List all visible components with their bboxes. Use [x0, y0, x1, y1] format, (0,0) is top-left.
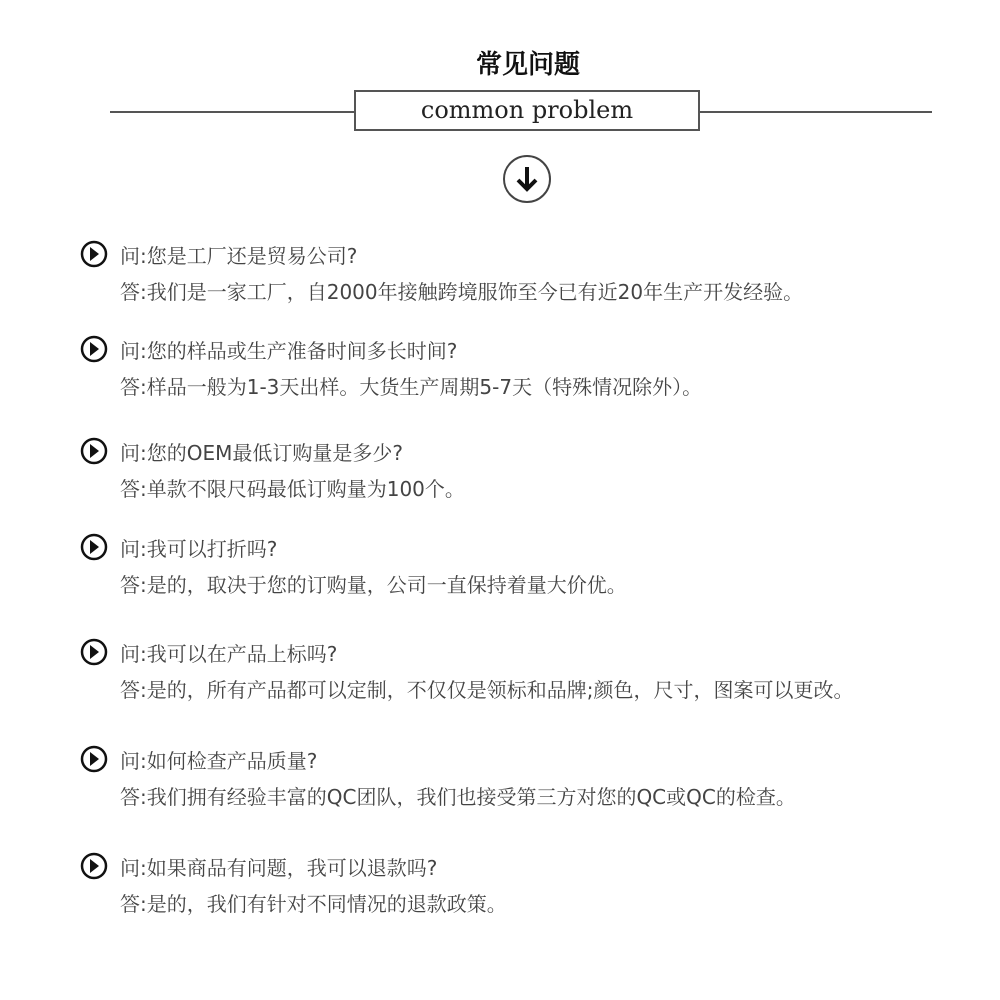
faq-answer: 答:是的，所有产品都可以定制，不仅仅是领标和品牌;颜色，尺寸，图案可以更改。 — [120, 678, 854, 702]
faq-answer: 答:是的，我们有针对不同情况的退款政策。 — [120, 892, 507, 916]
page-title: 常见问题 — [475, 50, 580, 80]
faq-answer: 答:样品一般为1-3天出样。大货生产周期5-7天（特殊情况除外）。 — [120, 375, 703, 399]
faq-item — [80, 335, 702, 401]
faq-answer: 答:是的，取决于您的订购量，公司一直保持着量大价优。 — [120, 573, 627, 597]
faq-answer: 答:单款不限尺码最低订购量为100个。 — [120, 477, 465, 501]
faq-item — [80, 638, 853, 704]
faq-item — [80, 852, 507, 918]
chevron-right-circle-icon — [80, 533, 108, 561]
faq-question: 问:我可以在产品上标吗? — [120, 641, 338, 666]
chevron-right-circle-icon — [80, 745, 108, 773]
divider-left — [110, 111, 355, 113]
faq-item — [80, 533, 627, 599]
faq-question: 问:您是工厂还是贸易公司? — [120, 243, 358, 268]
faq-question: 问:您的OEM最低订购量是多少? — [120, 440, 403, 465]
chevron-right-circle-icon — [80, 852, 108, 880]
faq-question: 问:我可以打折吗? — [120, 536, 278, 561]
chevron-right-circle-icon — [80, 437, 108, 465]
faq-item — [80, 240, 803, 306]
chevron-right-circle-icon — [80, 335, 108, 363]
faq-question: 问:如何检查产品质量? — [120, 748, 318, 773]
faq-question: 问:您的样品或生产准备时间多长时间? — [120, 338, 458, 363]
subtitle-box: common problem — [354, 90, 700, 131]
faq-item — [80, 437, 465, 503]
chevron-right-circle-icon — [80, 638, 108, 666]
faq-answer: 答:我们是一家工厂，自2000年接触跨境服饰至今已有近20年生产开发经验。 — [120, 280, 804, 304]
faq-answer: 答:我们拥有经验丰富的QC团队，我们也接受第三方对您的QC或QC的检查。 — [120, 785, 796, 809]
divider-right — [700, 111, 932, 113]
faq-question: 问:如果商品有问题，我可以退款吗? — [120, 855, 438, 880]
chevron-right-circle-icon — [80, 240, 108, 268]
arrow-down-icon — [503, 155, 551, 203]
faq-item — [80, 745, 796, 811]
